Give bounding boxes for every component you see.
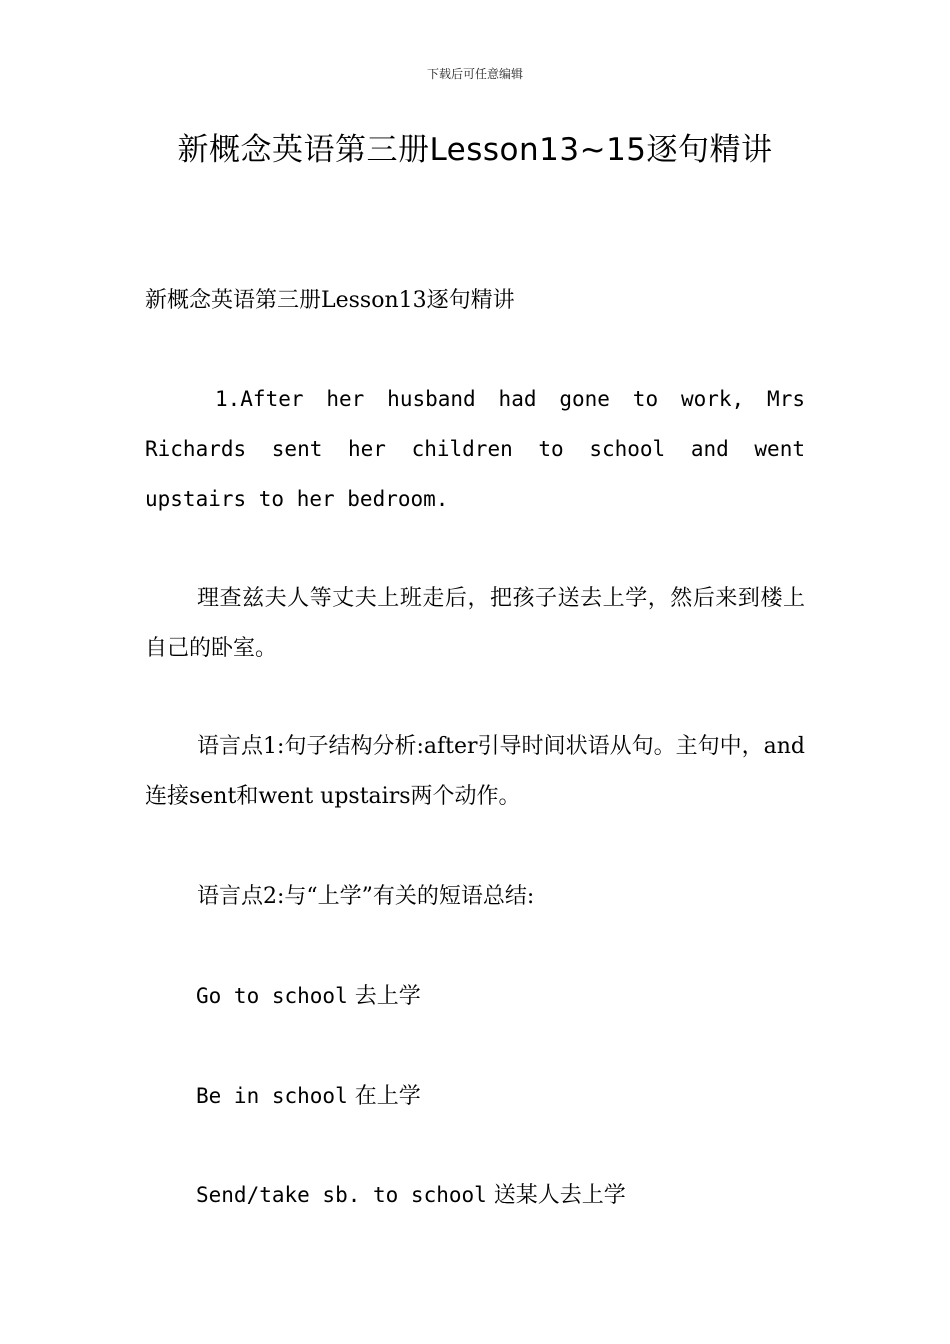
sentence-1-chinese: 理查兹夫人等丈夫上班走后，把孩子送去上学，然后来到楼上自己的卧室。	[145, 586, 805, 661]
language-point-1: 语言点1:句子结构分析:after引导时间状语从句。主句中，and连接sent和went upstairs两个动作。	[145, 734, 805, 809]
phrase-chinese: 去上学	[354, 984, 421, 1009]
phrase-english: Send/take sb. to school	[196, 1183, 487, 1207]
phrase-english: Be in school	[196, 1084, 348, 1108]
sentence-1-english: 1.After her husband had gone to work, Mrs Richards sent her children to school and went upstairs to her bedroom.	[145, 387, 805, 511]
document-title: 新概念英语第三册Lesson13~15逐句精讲	[177, 132, 773, 168]
phrase-item	[196, 1076, 806, 1117]
phrase-item	[196, 976, 806, 1017]
section-heading: 新概念英语第三册Lesson13逐句精讲	[145, 288, 515, 313]
phrase-english: Go to school	[196, 984, 348, 1008]
phrase-chinese: 在上学	[354, 1084, 421, 1109]
header-note: 下载后可任意编辑	[426, 67, 523, 81]
language-point-2: 语言点2:与“上学”有关的短语总结:	[197, 884, 535, 909]
phrase-item	[196, 1175, 806, 1216]
phrase-chinese: 送某人去上学	[493, 1183, 626, 1208]
